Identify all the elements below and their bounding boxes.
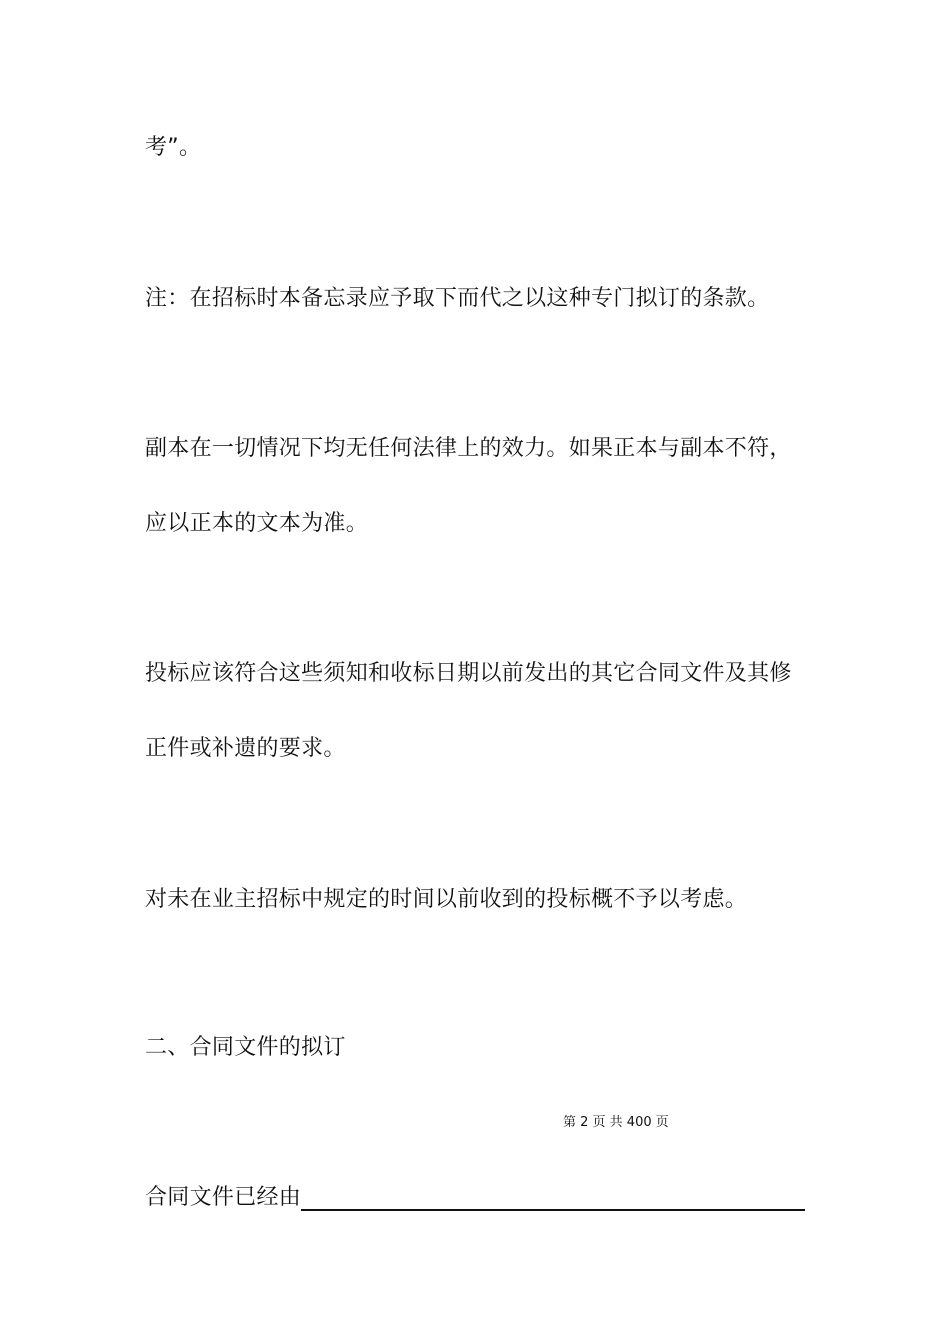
note-paragraph: 注：在招标时本备忘录应予取下而代之以这种专门拟订的条款。 — [145, 286, 770, 311]
fill-in-label: 合同文件已经由 — [145, 1185, 302, 1210]
paragraph-line-4: 应以正本的文本为准。 — [145, 511, 369, 536]
page-footer: 第 2 页 共 400 页 — [563, 1115, 669, 1130]
section-heading: 二、合同文件的拟订 — [145, 1035, 346, 1060]
paragraph-line-1: 考”。 — [145, 135, 202, 160]
paragraph-line-3: 副本在一切情况下均无任何法律上的效力。如果正本与副本不符， — [145, 436, 792, 461]
fill-in-line — [145, 1183, 805, 1213]
paragraph-line-6: 正件或补遗的要求。 — [145, 736, 346, 761]
paragraph-line-7: 对未在业主招标中规定的时间以前收到的投标概不予以考虑。 — [145, 887, 748, 912]
paragraph-line-5: 投标应该符合这些须知和收标日期以前发出的其它合同文件及其修 — [145, 661, 792, 686]
fill-in-blank — [301, 1184, 805, 1211]
